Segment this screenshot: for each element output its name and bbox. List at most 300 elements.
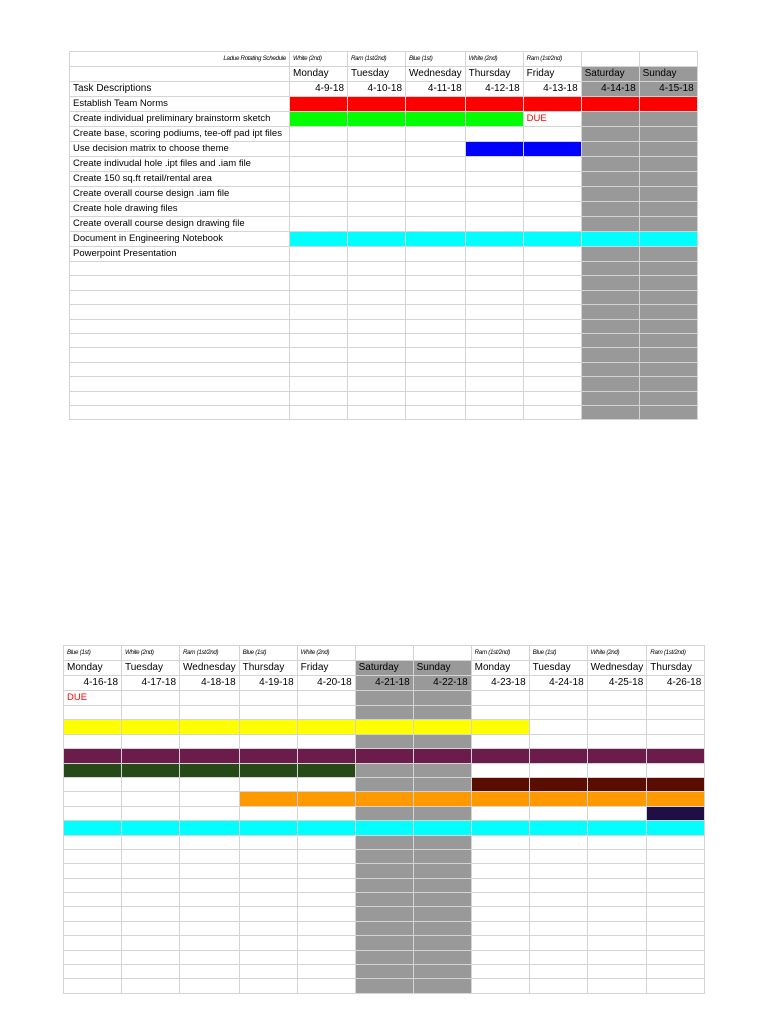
schedule-cell[interactable] xyxy=(355,893,413,907)
schedule-cell[interactable] xyxy=(180,936,240,950)
schedule-cell[interactable] xyxy=(180,950,240,964)
schedule-cell[interactable] xyxy=(523,217,581,232)
task-label[interactable]: Create individual preliminary brainstorm sketch xyxy=(70,112,290,127)
task-label[interactable]: Create overall course design .iam file xyxy=(70,187,290,202)
schedule-cell[interactable] xyxy=(406,217,466,232)
schedule-cell[interactable] xyxy=(239,878,297,892)
schedule-cell[interactable] xyxy=(471,936,529,950)
schedule-cell[interactable] xyxy=(355,835,413,849)
slot-cell[interactable]: White (2nd) xyxy=(587,646,647,661)
schedule-cell[interactable] xyxy=(639,202,697,217)
schedule-cell[interactable] xyxy=(581,290,639,304)
schedule-cell[interactable] xyxy=(639,262,697,276)
day-cell[interactable]: Monday xyxy=(471,661,529,676)
gantt-bar-cell[interactable] xyxy=(529,777,587,791)
schedule-cell[interactable] xyxy=(64,921,122,935)
schedule-cell[interactable] xyxy=(64,777,122,791)
schedule-cell[interactable] xyxy=(239,806,297,820)
schedule-cell[interactable] xyxy=(465,157,523,172)
slot-cell[interactable]: Blue (1st) xyxy=(406,52,466,67)
schedule-cell[interactable] xyxy=(290,405,348,419)
gantt-bar-cell[interactable] xyxy=(64,763,122,777)
schedule-cell[interactable] xyxy=(348,157,406,172)
schedule-cell[interactable] xyxy=(290,172,348,187)
schedule-cell[interactable] xyxy=(587,950,647,964)
gantt-bar-cell[interactable] xyxy=(523,142,581,157)
date-cell[interactable]: 4-22-18 xyxy=(413,676,471,691)
schedule-cell[interactable] xyxy=(290,262,348,276)
schedule-cell[interactable] xyxy=(297,864,355,878)
slot-cell[interactable]: White (2nd) xyxy=(122,646,180,661)
schedule-cell[interactable] xyxy=(465,127,523,142)
schedule-cell[interactable] xyxy=(290,142,348,157)
schedule-cell[interactable] xyxy=(529,893,587,907)
schedule-cell[interactable] xyxy=(180,691,240,706)
date-cell[interactable]: 4-16-18 xyxy=(64,676,122,691)
schedule-cell[interactable] xyxy=(471,849,529,863)
gantt-bar-cell[interactable] xyxy=(64,720,122,734)
schedule-cell[interactable] xyxy=(413,979,471,993)
gantt-bar-cell[interactable] xyxy=(239,749,297,763)
gantt-bar-cell[interactable] xyxy=(355,792,413,806)
schedule-cell[interactable] xyxy=(180,806,240,820)
schedule-cell[interactable] xyxy=(587,921,647,935)
schedule-cell[interactable] xyxy=(122,965,180,979)
schedule-cell[interactable] xyxy=(290,157,348,172)
day-cell[interactable]: Saturday xyxy=(581,67,639,82)
schedule-cell[interactable] xyxy=(406,262,466,276)
schedule-cell[interactable] xyxy=(180,965,240,979)
schedule-cell[interactable] xyxy=(406,187,466,202)
schedule-cell[interactable] xyxy=(355,806,413,820)
gantt-bar-cell[interactable] xyxy=(297,720,355,734)
gantt-bar-cell[interactable] xyxy=(471,821,529,835)
schedule-cell[interactable] xyxy=(581,157,639,172)
schedule-cell[interactable] xyxy=(647,864,705,878)
task-label[interactable] xyxy=(70,276,290,290)
schedule-cell[interactable] xyxy=(180,907,240,921)
task-label[interactable] xyxy=(70,377,290,391)
gantt-bar-cell[interactable] xyxy=(413,720,471,734)
schedule-cell[interactable] xyxy=(471,806,529,820)
schedule-cell[interactable] xyxy=(290,217,348,232)
date-cell[interactable]: 4-26-18 xyxy=(647,676,705,691)
schedule-cell[interactable]: DUE xyxy=(64,691,122,706)
schedule-cell[interactable] xyxy=(406,377,466,391)
gantt-bar-cell[interactable] xyxy=(64,749,122,763)
task-label[interactable]: Create base, scoring podiums, tee-off pad ipt files xyxy=(70,127,290,142)
date-cell[interactable]: 4-10-18 xyxy=(348,82,406,97)
schedule-cell[interactable] xyxy=(355,878,413,892)
schedule-cell[interactable] xyxy=(529,864,587,878)
task-label[interactable]: Powerpoint Presentation xyxy=(70,247,290,262)
day-cell[interactable]: Thursday xyxy=(239,661,297,676)
schedule-cell[interactable] xyxy=(465,217,523,232)
schedule-cell[interactable] xyxy=(413,691,471,706)
schedule-cell[interactable] xyxy=(297,936,355,950)
schedule-cell[interactable] xyxy=(639,333,697,347)
schedule-cell[interactable] xyxy=(413,734,471,748)
gantt-bar-cell[interactable] xyxy=(122,821,180,835)
slot-cell[interactable]: White (2nd) xyxy=(297,646,355,661)
schedule-cell[interactable] xyxy=(523,377,581,391)
schedule-cell[interactable] xyxy=(290,202,348,217)
gantt-bar-cell[interactable] xyxy=(647,749,705,763)
schedule-cell[interactable] xyxy=(587,965,647,979)
schedule-cell[interactable] xyxy=(581,172,639,187)
schedule-cell[interactable] xyxy=(348,127,406,142)
gantt-bar-cell[interactable] xyxy=(122,749,180,763)
slot-cell[interactable]: Ram (1st/2nd) xyxy=(647,646,705,661)
gantt-bar-cell[interactable] xyxy=(465,232,523,247)
schedule-cell[interactable] xyxy=(180,921,240,935)
schedule-cell[interactable] xyxy=(406,305,466,319)
gantt-bar-cell[interactable] xyxy=(587,749,647,763)
schedule-cell[interactable] xyxy=(471,950,529,964)
schedule-cell[interactable] xyxy=(355,691,413,706)
schedule-cell[interactable] xyxy=(64,849,122,863)
task-label[interactable]: Create hole drawing files xyxy=(70,202,290,217)
schedule-cell[interactable] xyxy=(239,706,297,720)
schedule-cell[interactable] xyxy=(587,734,647,748)
schedule-cell[interactable] xyxy=(581,305,639,319)
schedule-cell[interactable] xyxy=(465,319,523,333)
task-label[interactable] xyxy=(70,362,290,376)
gantt-bar-cell[interactable] xyxy=(290,232,348,247)
gantt-bar-cell[interactable] xyxy=(406,97,466,112)
day-cell[interactable]: Tuesday xyxy=(348,67,406,82)
schedule-cell[interactable] xyxy=(471,893,529,907)
schedule-cell[interactable] xyxy=(122,936,180,950)
schedule-cell[interactable] xyxy=(465,333,523,347)
schedule-cell[interactable] xyxy=(523,187,581,202)
gantt-bar-cell[interactable] xyxy=(239,763,297,777)
schedule-cell[interactable] xyxy=(529,763,587,777)
schedule-cell[interactable] xyxy=(122,835,180,849)
gantt-bar-cell[interactable] xyxy=(581,232,639,247)
schedule-cell[interactable] xyxy=(581,247,639,262)
schedule-cell[interactable] xyxy=(587,806,647,820)
date-cell[interactable]: 4-19-18 xyxy=(239,676,297,691)
schedule-cell[interactable] xyxy=(465,377,523,391)
schedule-cell[interactable] xyxy=(465,290,523,304)
schedule-cell[interactable] xyxy=(587,893,647,907)
slot-cell[interactable]: Blue (1st) xyxy=(239,646,297,661)
schedule-cell[interactable] xyxy=(581,391,639,405)
gantt-bar-cell[interactable] xyxy=(471,720,529,734)
schedule-cell[interactable] xyxy=(348,247,406,262)
date-cell[interactable]: 4-24-18 xyxy=(529,676,587,691)
gantt-bar-cell[interactable] xyxy=(523,232,581,247)
schedule-cell[interactable] xyxy=(581,333,639,347)
schedule-cell[interactable] xyxy=(290,333,348,347)
date-cell[interactable]: 4-12-18 xyxy=(465,82,523,97)
gantt-bar-cell[interactable] xyxy=(465,112,523,127)
schedule-cell[interactable] xyxy=(587,878,647,892)
schedule-cell[interactable] xyxy=(647,936,705,950)
slot-cell[interactable]: White (2nd) xyxy=(465,52,523,67)
schedule-cell[interactable] xyxy=(406,142,466,157)
gantt-bar-cell[interactable] xyxy=(471,777,529,791)
slot-cell[interactable]: Ram (1st/2nd) xyxy=(348,52,406,67)
schedule-cell[interactable] xyxy=(413,835,471,849)
schedule-cell[interactable] xyxy=(297,691,355,706)
gantt-bar-cell[interactable] xyxy=(471,749,529,763)
schedule-cell[interactable] xyxy=(471,864,529,878)
gantt-bar-cell[interactable] xyxy=(348,97,406,112)
schedule-cell[interactable] xyxy=(239,734,297,748)
schedule-cell[interactable] xyxy=(290,276,348,290)
schedule-cell[interactable] xyxy=(523,202,581,217)
slot-cell[interactable] xyxy=(355,646,413,661)
schedule-cell[interactable] xyxy=(529,691,587,706)
date-cell[interactable]: 4-21-18 xyxy=(355,676,413,691)
schedule-cell[interactable] xyxy=(122,792,180,806)
gantt-bar-cell[interactable] xyxy=(239,792,297,806)
gantt-bar-cell[interactable] xyxy=(413,821,471,835)
schedule-cell[interactable] xyxy=(290,377,348,391)
schedule-cell[interactable] xyxy=(297,806,355,820)
schedule-cell[interactable] xyxy=(523,276,581,290)
gantt-bar-cell[interactable] xyxy=(348,232,406,247)
schedule-cell[interactable] xyxy=(122,979,180,993)
schedule-cell[interactable] xyxy=(587,720,647,734)
gantt-bar-cell[interactable] xyxy=(297,792,355,806)
schedule-cell[interactable] xyxy=(239,907,297,921)
schedule-cell[interactable] xyxy=(122,893,180,907)
day-cell[interactable]: Thursday xyxy=(465,67,523,82)
gantt-bar-cell[interactable] xyxy=(355,720,413,734)
task-label[interactable] xyxy=(70,305,290,319)
date-cell[interactable]: 4-20-18 xyxy=(297,676,355,691)
schedule-cell[interactable] xyxy=(581,217,639,232)
schedule-cell[interactable] xyxy=(406,290,466,304)
schedule-cell[interactable] xyxy=(355,965,413,979)
schedule-cell[interactable] xyxy=(413,706,471,720)
gantt-bar-cell[interactable] xyxy=(523,97,581,112)
schedule-cell[interactable] xyxy=(239,950,297,964)
schedule-cell[interactable] xyxy=(348,202,406,217)
schedule-cell[interactable] xyxy=(413,864,471,878)
schedule-cell[interactable] xyxy=(355,706,413,720)
schedule-cell[interactable] xyxy=(647,706,705,720)
schedule-cell[interactable] xyxy=(297,965,355,979)
schedule-cell[interactable] xyxy=(297,706,355,720)
schedule-cell[interactable] xyxy=(639,362,697,376)
gantt-bar-cell[interactable] xyxy=(355,749,413,763)
schedule-cell[interactable]: DUE xyxy=(523,112,581,127)
date-cell[interactable]: 4-9-18 xyxy=(290,82,348,97)
schedule-cell[interactable] xyxy=(348,217,406,232)
day-cell[interactable]: Tuesday xyxy=(529,661,587,676)
day-cell[interactable]: Wednesday xyxy=(587,661,647,676)
gantt-bar-cell[interactable] xyxy=(529,792,587,806)
gantt-bar-cell[interactable] xyxy=(290,97,348,112)
task-label[interactable] xyxy=(70,319,290,333)
schedule-cell[interactable] xyxy=(587,864,647,878)
schedule-cell[interactable] xyxy=(239,864,297,878)
schedule-cell[interactable] xyxy=(647,921,705,935)
task-label[interactable] xyxy=(70,333,290,347)
gantt-bar-cell[interactable] xyxy=(348,112,406,127)
schedule-cell[interactable] xyxy=(348,362,406,376)
schedule-cell[interactable] xyxy=(180,706,240,720)
schedule-cell[interactable] xyxy=(529,907,587,921)
schedule-cell[interactable] xyxy=(529,979,587,993)
schedule-cell[interactable] xyxy=(581,142,639,157)
schedule-cell[interactable] xyxy=(581,276,639,290)
gantt-bar-cell[interactable] xyxy=(64,821,122,835)
task-label[interactable]: Create indivudal hole .ipt files and .iam file xyxy=(70,157,290,172)
gantt-bar-cell[interactable] xyxy=(355,821,413,835)
schedule-cell[interactable] xyxy=(639,112,697,127)
slot-cell[interactable]: Ram (1st/2nd) xyxy=(180,646,240,661)
schedule-cell[interactable] xyxy=(523,247,581,262)
schedule-cell[interactable] xyxy=(413,893,471,907)
schedule-cell[interactable] xyxy=(465,391,523,405)
schedule-cell[interactable] xyxy=(355,950,413,964)
schedule-cell[interactable] xyxy=(639,172,697,187)
schedule-cell[interactable] xyxy=(64,893,122,907)
gantt-bar-cell[interactable] xyxy=(639,97,697,112)
schedule-cell[interactable] xyxy=(529,849,587,863)
task-label[interactable] xyxy=(70,348,290,362)
schedule-cell[interactable] xyxy=(406,333,466,347)
schedule-cell[interactable] xyxy=(348,377,406,391)
schedule-cell[interactable] xyxy=(413,950,471,964)
schedule-cell[interactable] xyxy=(587,849,647,863)
schedule-cell[interactable] xyxy=(523,290,581,304)
schedule-cell[interactable] xyxy=(587,936,647,950)
schedule-cell[interactable] xyxy=(239,893,297,907)
schedule-cell[interactable] xyxy=(581,262,639,276)
schedule-cell[interactable] xyxy=(348,348,406,362)
schedule-cell[interactable] xyxy=(290,319,348,333)
schedule-cell[interactable] xyxy=(523,305,581,319)
schedule-cell[interactable] xyxy=(523,157,581,172)
schedule-cell[interactable] xyxy=(639,319,697,333)
gantt-bar-cell[interactable] xyxy=(529,749,587,763)
schedule-cell[interactable] xyxy=(647,965,705,979)
schedule-cell[interactable] xyxy=(64,806,122,820)
schedule-cell[interactable] xyxy=(239,835,297,849)
schedule-cell[interactable] xyxy=(647,979,705,993)
schedule-cell[interactable] xyxy=(355,921,413,935)
schedule-cell[interactable] xyxy=(297,734,355,748)
gantt-bar-cell[interactable] xyxy=(406,232,466,247)
schedule-cell[interactable] xyxy=(465,305,523,319)
gantt-bar-cell[interactable] xyxy=(239,720,297,734)
schedule-cell[interactable] xyxy=(290,362,348,376)
gantt-bar-cell[interactable] xyxy=(290,112,348,127)
schedule-cell[interactable] xyxy=(180,878,240,892)
gantt-bar-cell[interactable] xyxy=(587,821,647,835)
schedule-cell[interactable] xyxy=(297,907,355,921)
gantt-bar-cell[interactable] xyxy=(180,821,240,835)
schedule-cell[interactable] xyxy=(290,247,348,262)
schedule-cell[interactable] xyxy=(355,979,413,993)
schedule-cell[interactable] xyxy=(639,157,697,172)
schedule-cell[interactable] xyxy=(355,734,413,748)
schedule-cell[interactable] xyxy=(348,305,406,319)
schedule-cell[interactable] xyxy=(348,142,406,157)
schedule-cell[interactable] xyxy=(290,305,348,319)
schedule-cell[interactable] xyxy=(639,217,697,232)
schedule-cell[interactable] xyxy=(639,405,697,419)
schedule-cell[interactable] xyxy=(406,362,466,376)
schedule-cell[interactable] xyxy=(587,691,647,706)
schedule-cell[interactable] xyxy=(647,734,705,748)
schedule-cell[interactable] xyxy=(122,777,180,791)
schedule-cell[interactable] xyxy=(465,362,523,376)
day-cell[interactable]: Wednesday xyxy=(180,661,240,676)
slot-cell[interactable]: Ram (1st/2nd) xyxy=(471,646,529,661)
schedule-cell[interactable] xyxy=(529,878,587,892)
schedule-cell[interactable] xyxy=(348,276,406,290)
schedule-cell[interactable] xyxy=(581,187,639,202)
gantt-bar-cell[interactable] xyxy=(239,821,297,835)
schedule-cell[interactable] xyxy=(639,305,697,319)
schedule-cell[interactable] xyxy=(180,734,240,748)
schedule-cell[interactable] xyxy=(239,979,297,993)
schedule-cell[interactable] xyxy=(465,187,523,202)
schedule-cell[interactable] xyxy=(647,950,705,964)
date-cell[interactable]: 4-18-18 xyxy=(180,676,240,691)
schedule-cell[interactable] xyxy=(471,835,529,849)
schedule-cell[interactable] xyxy=(64,878,122,892)
schedule-cell[interactable] xyxy=(239,936,297,950)
gantt-bar-cell[interactable] xyxy=(647,792,705,806)
day-cell[interactable]: Tuesday xyxy=(122,661,180,676)
schedule-cell[interactable] xyxy=(523,362,581,376)
schedule-cell[interactable] xyxy=(581,319,639,333)
schedule-cell[interactable] xyxy=(465,247,523,262)
gantt-bar-cell[interactable] xyxy=(581,97,639,112)
schedule-cell[interactable] xyxy=(581,112,639,127)
day-cell[interactable]: Friday xyxy=(297,661,355,676)
schedule-cell[interactable] xyxy=(471,979,529,993)
schedule-cell[interactable] xyxy=(348,290,406,304)
schedule-cell[interactable] xyxy=(465,172,523,187)
task-label[interactable] xyxy=(70,391,290,405)
gantt-bar-cell[interactable] xyxy=(406,112,466,127)
day-cell[interactable]: Sunday xyxy=(413,661,471,676)
schedule-cell[interactable] xyxy=(297,921,355,935)
schedule-cell[interactable] xyxy=(297,979,355,993)
schedule-cell[interactable] xyxy=(587,907,647,921)
schedule-cell[interactable] xyxy=(413,806,471,820)
schedule-cell[interactable] xyxy=(348,262,406,276)
gantt-bar-cell[interactable] xyxy=(471,792,529,806)
slot-cell[interactable]: Blue (1st) xyxy=(64,646,122,661)
slot-cell[interactable] xyxy=(639,52,697,67)
schedule-cell[interactable] xyxy=(471,763,529,777)
gantt-bar-cell[interactable] xyxy=(180,749,240,763)
schedule-cell[interactable] xyxy=(413,921,471,935)
schedule-cell[interactable] xyxy=(406,348,466,362)
gantt-bar-cell[interactable] xyxy=(297,763,355,777)
schedule-cell[interactable] xyxy=(406,172,466,187)
schedule-cell[interactable] xyxy=(239,691,297,706)
schedule-cell[interactable] xyxy=(581,362,639,376)
schedule-cell[interactable] xyxy=(406,319,466,333)
schedule-cell[interactable] xyxy=(239,921,297,935)
schedule-cell[interactable] xyxy=(581,202,639,217)
schedule-cell[interactable] xyxy=(587,706,647,720)
gantt-bar-cell[interactable] xyxy=(639,232,697,247)
schedule-cell[interactable] xyxy=(471,878,529,892)
gantt-bar-cell[interactable] xyxy=(297,821,355,835)
